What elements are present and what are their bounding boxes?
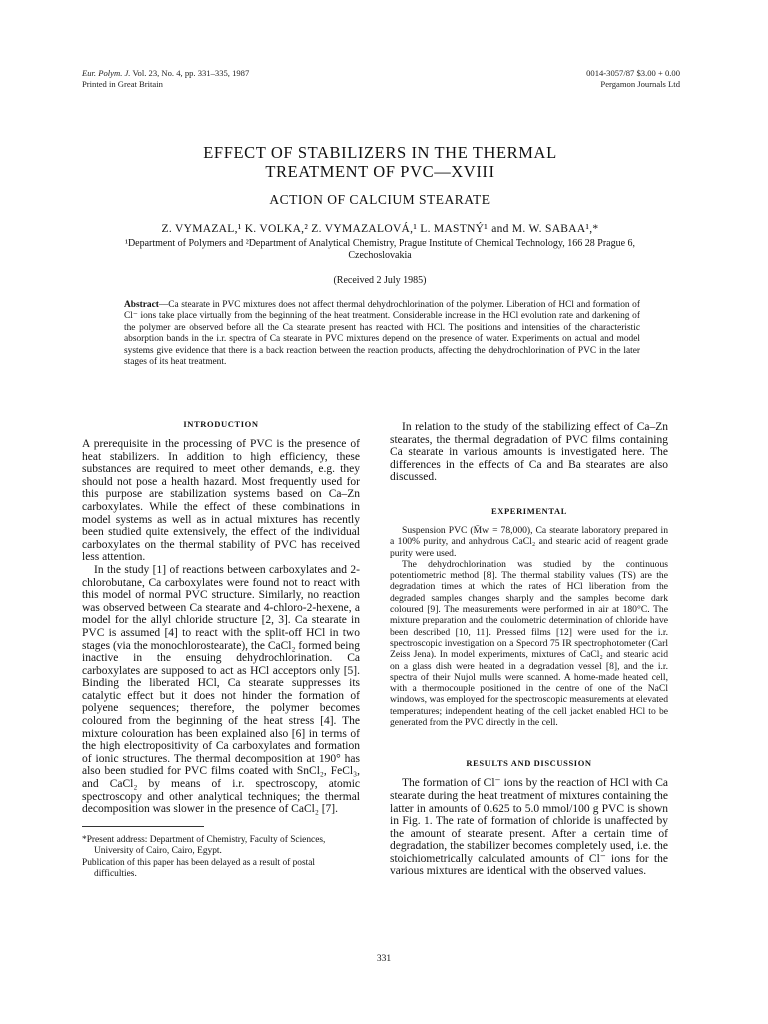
title-line-2: TREATMENT OF PVC—XVIII — [265, 162, 495, 181]
page-number: 331 — [376, 954, 392, 964]
publisher-name: Pergamon Journals Ltd — [600, 79, 680, 89]
received-date: (Received 2 July 1985) — [333, 275, 427, 286]
printed-note: Printed in Great Britain — [82, 79, 163, 89]
footnote-publication: Publication of this paper has been delayed as a result of postal difficulties. — [82, 857, 316, 879]
abstract — [124, 300, 640, 368]
affiliation: ¹Department of Polymers and ²Department of Analytical Chemistry, Prague Institute of Chemical Technology, 166 28 Prague 6, Czechoslovakia — [124, 238, 636, 261]
footnote-divider — [82, 826, 204, 827]
intro-paragraph-1: A prerequisite in the processing of PVC is the presence of heat stabilizers. In addition to high efficiency, these substances are required to meet other demands, e.g. they should not pose a health hazard. Most frequently used for this purpose are stabilization systems based on Ca–Zn carboxylates. While the effect of these combinations in model systems as well as in actual mixtures has recently been studied quite extensively, the effect of the individual carboxylates on the thermal stability of PVC has received less attention. — [82, 438, 360, 564]
results-paragraph: The formation of Cl⁻ ions by the reaction of HCl with Ca stearate during the heat treatment of mixtures containing the latter in amounts of 0.625 to 5.0 mmol/100 g PVC is shown in Fig. 1. The rate of formation of chloride is unaffected by the amount of stearate present. After a certain time of degradation, the stabilizer becomes completely used, i.e. the stoichiometrically calculated amounts of Cl⁻ ions for the various mixtures are identical with the observed values. — [390, 777, 668, 878]
abstract-text: —Ca stearate in PVC mixtures does not affect thermal dehydrochlorination of the polymer. Liberation of HCl and formation of Cl⁻ ions take place virtually from the beginning of the heat treatment. Considerable increase in the HCl evolution rate and darkening of the polymer are observed before all the Ca stearate present has reacted with HCl. The positions and intensities of the characteristic absorption bands in the i.r. spectra of Ca stearate in PVC mixtures depend on the presence of water. Experiments on actual and model systems give evidence that there is a back reaction between the reaction products, affecting the dehydrochlorination of PVC in the later stages of its heat treatment. — [124, 300, 640, 368]
journal-header — [82, 68, 249, 90]
right-column — [390, 413, 668, 878]
publisher-header — [586, 68, 680, 90]
left-column — [82, 413, 360, 881]
experimental-heading: EXPERIMENTAL — [491, 505, 567, 516]
title-line-1: EFFECT OF STABILIZERS IN THE THERMAL — [203, 143, 557, 162]
intro-paragraph-2: In the study [1] of reactions between carboxylates and 2-chlorobutane, Ca carboxylates were found not to react with this model of normal PVC structure. Similarly, no reaction was observed between Ca stearate and 4-chloro-2-hexene, a model for the allyl chloride structure [2, 3]. Ca stearate in PVC is assumed [4] to react with the split-off HCl in two stages (via the monochlorostearate), the CaCl₂ formed being inactive in the ensuing dehydrochlorination. Ca carboxylates are supposed to act as HCl acceptors only [5]. Binding the liberated HCl, Ca stearate suppresses its catalytic effect but it does not hinder the formation of polyene sequences; therefore, the polymer becomes coloured from the beginning of the heat stress [4]. The mixture colouration has been explained also [6] in terms of the high electropositivity of Ca carboxylates and formation of ionic structures. The thermal decomposition at 190° has also been studied for PVC films coated with SnCl₂, FeCl₃, and CaCl₂ by means of i.r. spectroscopy, atomic spectroscopy and other analytical techniques; the thermal decomposition was slower in the presence of CaCl₂ [7]. — [82, 563, 361, 816]
issn-code: 0014-3057/87 $3.00 + 0.00 — [586, 68, 680, 78]
article-title — [80, 143, 680, 181]
author-list: Z. VYMAZAL,¹ K. VOLKA,² Z. VYMAZALOVÁ,¹ L. MASTNÝ¹ and M. W. SABAA¹,* — [161, 223, 599, 235]
journal-citation: Vol. 23, No. 4, pp. 331–335, 1987 — [132, 68, 250, 78]
article-subtitle: ACTION OF CALCIUM STEARATE — [269, 192, 491, 207]
introduction-heading: INTRODUCTION — [183, 419, 259, 429]
journal-name: Eur. Polym. J. — [82, 68, 131, 78]
intro-continuation-paragraph: In relation to the study of the stabilizing effect of Ca–Zn stearates, the thermal degradation of PVC films containing Ca stearate in various amounts is investigated here. The differences in the effects of Ca and Ba stearates are also discussed. — [390, 421, 668, 484]
abstract-label: Abstract — [124, 300, 159, 310]
footnote-address: *Present address: Department of Chemistry, Faculty of Sciences, University of Cairo, Cairo, Egypt. — [82, 834, 326, 856]
experimental-paragraph-1: Suspension PVC (M̄w = 78,000), Ca stearate laboratory prepared in a 100% purity, and anhydrous CaCl₂ and stearic acid of reagent grade purity were used. — [390, 524, 668, 559]
results-heading: RESULTS AND DISCUSSION — [466, 758, 592, 769]
experimental-paragraph-2: The dehydrochlorination was studied by the continuous potentiometric method [8]. The thermal stability values (TS) are the degradation times at which the rates of HCl liberation from the degraded samples changes sharply and the samples become dark coloured [9]. The measurements were performed in air at 180°C. The mixture preparation and the coulometric determination of chloride have been described [10, 11]. Pressed films [12] were used for the i.r. spectroscopic investigation on a Specord 75 IR spectrophotometer (Carl Zeiss Jena). In model experiments, mixtures of CaCl₂ and stearic acid on a glass dish were heated in a degradation vessel [8], and the i.r. spectra of their Nujol mulls were scanned. A home-made heated cell, with a thermocouple positioned in the centre of one of the NaCl windows, was employed for the spectroscopic measurements at elevated temperatures; independent heating of the cell jacket enabled HCl to be generated from the PVC directly in the cell. — [390, 558, 668, 729]
